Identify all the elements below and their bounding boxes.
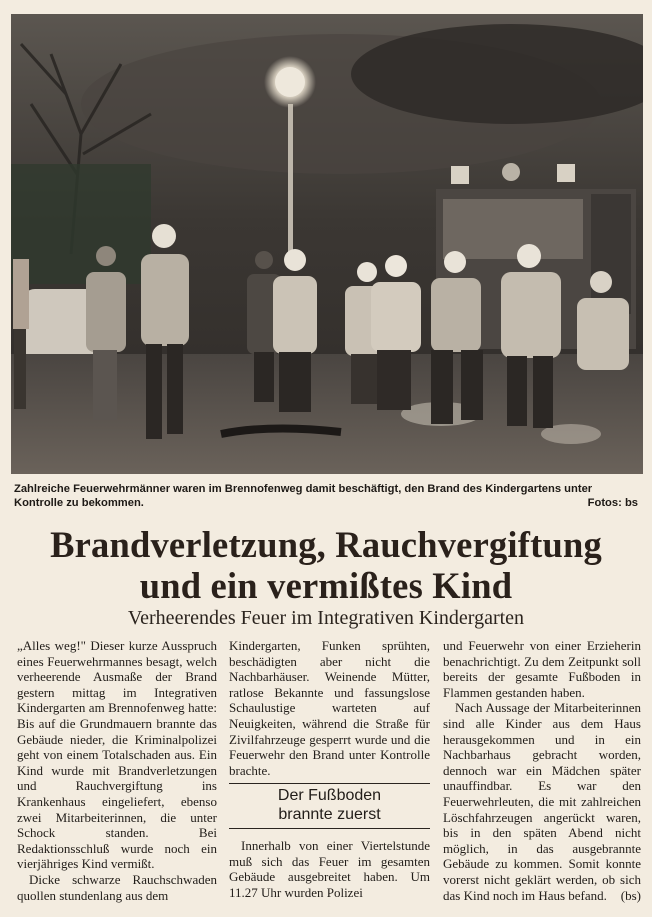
article-headline — [8, 524, 644, 606]
article-column-1 — [17, 638, 217, 903]
paragraph: Kindergarten, Funken sprühten, beschädigten aber nicht die Nachbarhäuser. Weinende Mütter, ratlose Bekannte und fassungslose Schaulustige warteten auf Neuigkeiten, während die Straße für Zivilfahrzeuge gesperrt wurde und die Feuerwehr den Brand unter Kontrolle brachte. — [229, 638, 430, 778]
paragraph — [443, 700, 641, 903]
article-column-2-continued — [229, 838, 430, 900]
headline-line-2: und ein vermißtes Kind — [139, 565, 513, 606]
intertitle-line-2: brannte zuerst — [278, 805, 381, 823]
photo-caption — [14, 482, 640, 510]
paragraph: Dicke schwarze Rauchschwaden quollen stundenlang aus dem — [17, 871, 217, 903]
paragraph: Innerhalb von einer Viertelstunde muß sich das Feuer im gesamten Gebäude ausgebreitet haben. Um 11.27 Uhr wurden Polizei — [229, 838, 430, 900]
caption-text: Zahlreiche Feuerwehrmänner waren im Brennofenweg damit beschäftigt, den Brand des Kindergartens unter Kontrolle zu bekommen. — [14, 483, 593, 509]
paragraph: „Alles weg!" Dieser kurze Ausspruch eines Feuerwehrmannes besagt, welch verheerende Ausmaße der Brand gestern mittag im Integrativen Kindergarten am Brennofenweg hatte: Bis auf die Grundmauern brannte das Gebäude nieder, die Kriminalpolizei geht von einem Totalschaden aus. Ein Kind wurde mit Brandverletzungen und Rauchvergiftung ins Krankenhaus eingeliefert, ebenso zwei Mitarbeiterinnen, die unter Schock standen. Bei Redaktionsschluß wurde noch ein vierjähriges Kind vermißt. — [17, 638, 217, 872]
author-signature: (bs) — [620, 887, 641, 903]
news-photo — [11, 14, 643, 474]
headline-line-1: Brandverletzung, Rauchvergiftung — [50, 524, 602, 565]
paragraph: und Feuerwehr von einer Erzieherin benachrichtigt. Zu dem Zeitpunkt soll bereits der gesamte Fußboden in Flammen gestanden haben. — [443, 638, 641, 700]
article-column-2 — [229, 638, 430, 778]
article-subheadline: Verheerendes Feuer im Integrativen Kindergarten — [127, 607, 525, 629]
intertitle — [229, 783, 430, 829]
paragraph-text: Nach Aussage der Mitarbeiterinnen sind alle Kinder aus dem Haus herausgekommen und in ein Nachbarhaus gebracht worden, dennoch war ein Mädchen später unauffindbar. Es war den Feuerwehrleuten, die mit zahlreichen Löschfahrzeugen angerückt waren, bis in den späten Abend nicht möglich, in das ausgebrannte Gebäude zu kommen. Somit konnte vorerst nicht geklärt werden, ob sich das Kind noch im Haus befand. — [443, 700, 641, 903]
fire-scene-illustration — [11, 14, 643, 474]
photo-credit: Fotos: bs — [587, 497, 638, 509]
intertitle-line-1: Der Fußboden — [277, 787, 382, 804]
article-column-3 — [443, 638, 641, 903]
